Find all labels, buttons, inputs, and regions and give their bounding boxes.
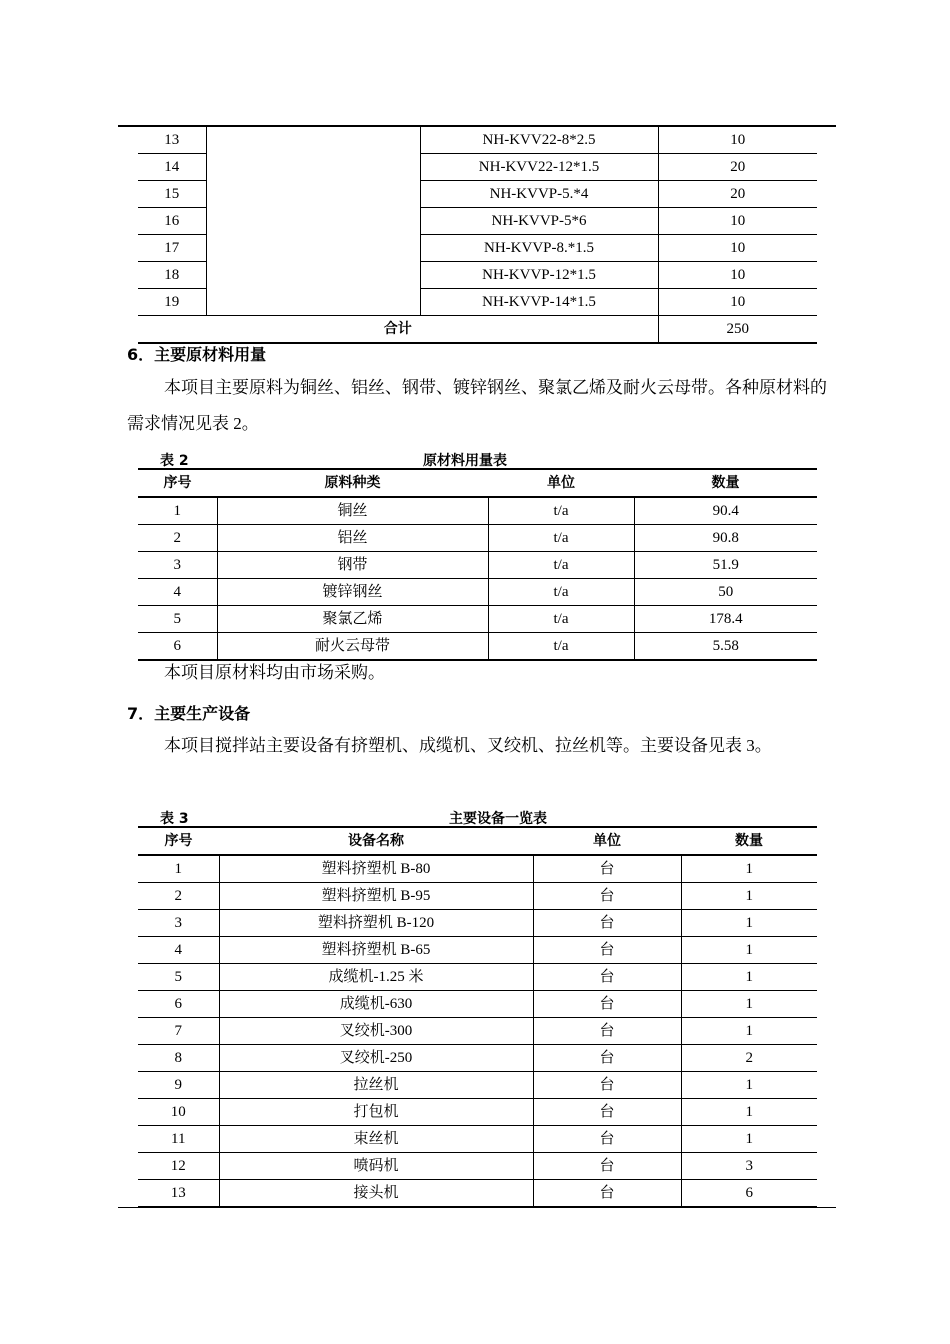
table-cell: 1 bbox=[138, 497, 217, 525]
table-cell: 2 bbox=[138, 883, 219, 910]
table-cell: 台 bbox=[533, 1018, 681, 1045]
table-cell: 51.9 bbox=[634, 552, 817, 579]
column-header: 数量 bbox=[634, 469, 817, 497]
table-cell: 6 bbox=[681, 1180, 817, 1208]
table-cell: 塑料挤塑机 B-80 bbox=[219, 855, 533, 883]
table-cell: 台 bbox=[533, 910, 681, 937]
row-number: 19 bbox=[138, 289, 206, 316]
cable-model: NH-KVV22-12*1.5 bbox=[420, 154, 658, 181]
table-cell: 6 bbox=[138, 633, 217, 661]
table-cell: t/a bbox=[488, 525, 634, 552]
column-header: 序号 bbox=[138, 469, 217, 497]
table-3-title: 主要设备一览表 bbox=[449, 811, 547, 827]
table-cell: 3 bbox=[138, 552, 217, 579]
table-cell: 叉绞机-250 bbox=[219, 1045, 533, 1072]
column-header: 单位 bbox=[488, 469, 634, 497]
table-cell: 3 bbox=[138, 910, 219, 937]
column-header: 数量 bbox=[681, 827, 817, 855]
table-cell: 1 bbox=[138, 855, 219, 883]
cable-quantity: 10 bbox=[658, 289, 817, 316]
table-cell: t/a bbox=[488, 633, 634, 661]
total-label: 合计 bbox=[138, 316, 658, 344]
table-row bbox=[138, 883, 817, 910]
table-row bbox=[138, 606, 817, 633]
row-number: 13 bbox=[138, 127, 206, 154]
table-2-label: 表 2 bbox=[160, 453, 189, 469]
table-row bbox=[138, 497, 817, 525]
table-row bbox=[138, 552, 817, 579]
table-cell: 耐火云母带 bbox=[217, 633, 488, 661]
cable-model: NH-KVVP-12*1.5 bbox=[420, 262, 658, 289]
table-cell: 台 bbox=[533, 855, 681, 883]
table-cell: 1 bbox=[681, 910, 817, 937]
column-header: 单位 bbox=[533, 827, 681, 855]
table-cell: 聚氯乙烯 bbox=[217, 606, 488, 633]
table-cell: 台 bbox=[533, 883, 681, 910]
table-cell: 5.58 bbox=[634, 633, 817, 661]
table-row bbox=[138, 1153, 817, 1180]
table-cell: 178.4 bbox=[634, 606, 817, 633]
table-cell: 7 bbox=[138, 1018, 219, 1045]
table-cell: 镀锌钢丝 bbox=[217, 579, 488, 606]
raw-materials-table bbox=[138, 468, 817, 661]
table-cell: 1 bbox=[681, 1126, 817, 1153]
row-number: 14 bbox=[138, 154, 206, 181]
table-cell: 1 bbox=[681, 1072, 817, 1099]
table-cell: 喷码机 bbox=[219, 1153, 533, 1180]
table-cell: 塑料挤塑机 B-120 bbox=[219, 910, 533, 937]
table-cell: 打包机 bbox=[219, 1099, 533, 1126]
table-cell: 90.8 bbox=[634, 525, 817, 552]
table-cell: t/a bbox=[488, 497, 634, 525]
table-cell: 塑料挤塑机 B-65 bbox=[219, 937, 533, 964]
section-7-heading: 7．主要生产设备 bbox=[127, 704, 251, 723]
footer-rule bbox=[118, 1207, 836, 1208]
table-cell: 6 bbox=[138, 991, 219, 1018]
table-cell: 台 bbox=[533, 1072, 681, 1099]
table-cell: 叉绞机-300 bbox=[219, 1018, 533, 1045]
row-number: 15 bbox=[138, 181, 206, 208]
section-7-paragraph: 本项目搅拌站主要设备有挤塑机、成缆机、叉绞机、拉丝机等。主要设备见表 3。 bbox=[164, 736, 772, 755]
table-cell: 4 bbox=[138, 937, 219, 964]
table-cell: 接头机 bbox=[219, 1180, 533, 1208]
table-2-title: 原材料用量表 bbox=[423, 453, 507, 469]
total-row bbox=[138, 316, 817, 344]
table-cell: 5 bbox=[138, 964, 219, 991]
table-cell: t/a bbox=[488, 552, 634, 579]
row-number: 16 bbox=[138, 208, 206, 235]
table-cell: 12 bbox=[138, 1153, 219, 1180]
column-header: 设备名称 bbox=[219, 827, 533, 855]
table-row bbox=[138, 1018, 817, 1045]
table-2-note: 本项目原材料均由市场采购。 bbox=[164, 663, 385, 682]
table-cell: 拉丝机 bbox=[219, 1072, 533, 1099]
cable-model: NH-KVVP-5*6 bbox=[420, 208, 658, 235]
table-row bbox=[138, 1180, 817, 1208]
table-cell: 8 bbox=[138, 1045, 219, 1072]
table-row bbox=[138, 579, 817, 606]
table-cell: 1 bbox=[681, 1099, 817, 1126]
row-number: 17 bbox=[138, 235, 206, 262]
table-row bbox=[138, 991, 817, 1018]
cable-quantity: 10 bbox=[658, 262, 817, 289]
table-row bbox=[138, 937, 817, 964]
table-cell: 成缆机-1.25 米 bbox=[219, 964, 533, 991]
table-cell: 台 bbox=[533, 1099, 681, 1126]
table-row bbox=[138, 1099, 817, 1126]
cable-model: NH-KVVP-8.*1.5 bbox=[420, 235, 658, 262]
table-cell: 9 bbox=[138, 1072, 219, 1099]
table-cell: 成缆机-630 bbox=[219, 991, 533, 1018]
table-cell: 束丝机 bbox=[219, 1126, 533, 1153]
table-row bbox=[138, 964, 817, 991]
section-6-paragraph: 本项目主要原料为铜丝、铝丝、钢带、镀锌钢丝、聚氯乙烯及耐火云母带。各种原材料的需求情况见表 2。 bbox=[127, 378, 827, 433]
table-cell: 台 bbox=[533, 1180, 681, 1208]
cable-quantity: 20 bbox=[658, 181, 817, 208]
cable-quantity: 10 bbox=[658, 235, 817, 262]
table-cell: 3 bbox=[681, 1153, 817, 1180]
table-cell: t/a bbox=[488, 606, 634, 633]
section-6-heading: 6．主要原材料用量 bbox=[127, 345, 267, 364]
table-3-label: 表 3 bbox=[160, 811, 189, 827]
table-header-row bbox=[138, 469, 817, 497]
merged-category-cell bbox=[206, 127, 420, 316]
column-header: 原料种类 bbox=[217, 469, 488, 497]
table-row bbox=[138, 1045, 817, 1072]
table-cell: 1 bbox=[681, 883, 817, 910]
total-value: 250 bbox=[658, 316, 817, 344]
table-cell: 4 bbox=[138, 579, 217, 606]
table-cell: 钢带 bbox=[217, 552, 488, 579]
table-cell: 13 bbox=[138, 1180, 219, 1208]
table-cell: 90.4 bbox=[634, 497, 817, 525]
cable-model: NH-KVVP-14*1.5 bbox=[420, 289, 658, 316]
table-cell: 1 bbox=[681, 937, 817, 964]
table-header-row bbox=[138, 827, 817, 855]
table-cell: 台 bbox=[533, 1126, 681, 1153]
table-cell: 1 bbox=[681, 991, 817, 1018]
row-number: 18 bbox=[138, 262, 206, 289]
table-cell: 1 bbox=[681, 855, 817, 883]
cable-spec-table bbox=[138, 127, 817, 344]
table-cell: 1 bbox=[681, 964, 817, 991]
table-cell: 塑料挤塑机 B-95 bbox=[219, 883, 533, 910]
table-cell: 台 bbox=[533, 937, 681, 964]
cable-quantity: 10 bbox=[658, 208, 817, 235]
table-cell: 50 bbox=[634, 579, 817, 606]
column-header: 序号 bbox=[138, 827, 219, 855]
table-row bbox=[138, 855, 817, 883]
table-row bbox=[138, 127, 817, 154]
cable-model: NH-KVV22-8*2.5 bbox=[420, 127, 658, 154]
equipment-table bbox=[138, 826, 817, 1208]
table-cell: 台 bbox=[533, 1153, 681, 1180]
table-cell: 11 bbox=[138, 1126, 219, 1153]
table-row bbox=[138, 1072, 817, 1099]
table-row bbox=[138, 525, 817, 552]
table-cell: 台 bbox=[533, 1045, 681, 1072]
cable-model: NH-KVVP-5.*4 bbox=[420, 181, 658, 208]
table-cell: 铝丝 bbox=[217, 525, 488, 552]
cable-quantity: 20 bbox=[658, 154, 817, 181]
table-cell: 台 bbox=[533, 964, 681, 991]
cable-quantity: 10 bbox=[658, 127, 817, 154]
table-cell: 2 bbox=[138, 525, 217, 552]
table-cell: 10 bbox=[138, 1099, 219, 1126]
table-cell: 铜丝 bbox=[217, 497, 488, 525]
table-cell: 台 bbox=[533, 991, 681, 1018]
table-row bbox=[138, 910, 817, 937]
table-cell: 5 bbox=[138, 606, 217, 633]
table-row bbox=[138, 1126, 817, 1153]
table-cell: 2 bbox=[681, 1045, 817, 1072]
table-cell: t/a bbox=[488, 579, 634, 606]
table-cell: 1 bbox=[681, 1018, 817, 1045]
